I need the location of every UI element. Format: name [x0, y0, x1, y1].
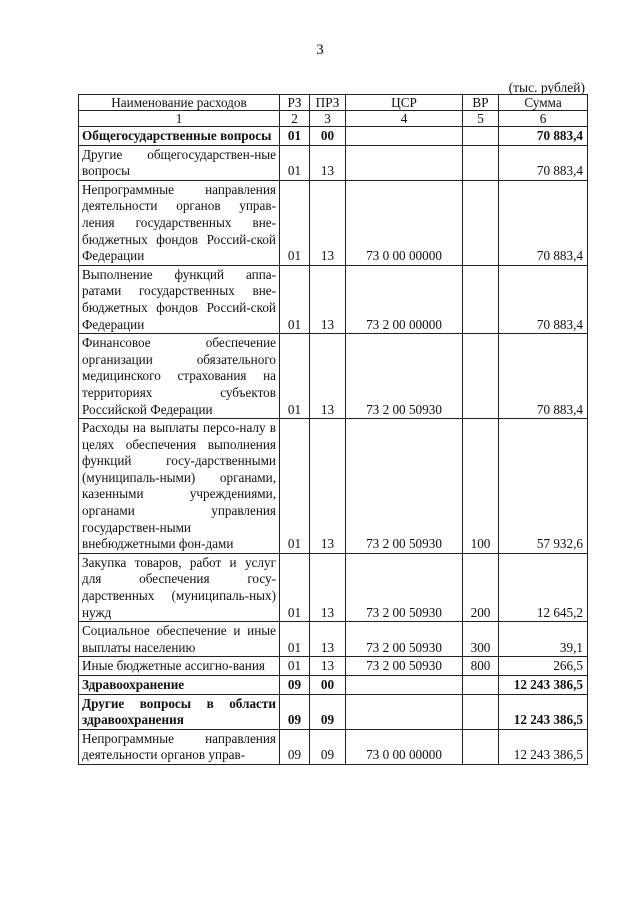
- column-number: 3: [310, 111, 346, 127]
- table-header-row: [79, 95, 588, 111]
- header-sum: Сумма: [499, 95, 588, 111]
- cell-rz: 01: [280, 657, 310, 676]
- cell-vr: 100: [463, 419, 499, 554]
- table-row: [79, 694, 588, 729]
- cell-csr: [346, 694, 463, 729]
- column-number-row: [79, 111, 588, 127]
- table-row: [79, 419, 588, 554]
- cell-csr: [346, 676, 463, 695]
- header-csr: ЦСР: [346, 95, 463, 111]
- cell-prz: 13: [310, 180, 346, 265]
- cell-csr: 73 2 00 50930: [346, 657, 463, 676]
- cell-csr: 73 2 00 50930: [346, 419, 463, 554]
- cell-prz: 13: [310, 657, 346, 676]
- cell-csr: [346, 145, 463, 180]
- cell-prz: 13: [310, 145, 346, 180]
- cell-prz: 09: [310, 729, 346, 764]
- cell-vr: [463, 729, 499, 764]
- cell-vr: [463, 145, 499, 180]
- cell-vr: 800: [463, 657, 499, 676]
- table-row: [79, 265, 588, 333]
- table-row: [79, 145, 588, 180]
- table-row: [79, 127, 588, 146]
- cell-vr: 200: [463, 553, 499, 621]
- cell-rz: 09: [280, 676, 310, 695]
- cell-name: Другие вопросы в области здравоохранения: [79, 694, 280, 729]
- cell-sum: 12 645,2: [499, 553, 588, 621]
- cell-prz: 13: [310, 419, 346, 554]
- cell-csr: 73 2 00 00000: [346, 265, 463, 333]
- table-row: [79, 729, 588, 764]
- cell-prz: 13: [310, 265, 346, 333]
- cell-sum: 12 243 386,5: [499, 729, 588, 764]
- cell-prz: 13: [310, 334, 346, 419]
- cell-prz: 09: [310, 694, 346, 729]
- cell-name: Финансовое обеспечение организации обязательного медицинского страхования на территориях субъектов Российской Федерации: [79, 334, 280, 419]
- cell-prz: 13: [310, 622, 346, 657]
- column-number: 4: [346, 111, 463, 127]
- cell-name: Другие общегосударствен-ные вопросы: [79, 145, 280, 180]
- cell-name: Общегосударственные вопросы: [79, 127, 280, 146]
- cell-sum: 70 883,4: [499, 127, 588, 146]
- cell-sum: 266,5: [499, 657, 588, 676]
- cell-sum: 57 932,6: [499, 419, 588, 554]
- cell-sum: 12 243 386,5: [499, 694, 588, 729]
- cell-csr: [346, 127, 463, 146]
- cell-name: Социальное обеспечение и иные выплаты населению: [79, 622, 280, 657]
- page-number: 3: [316, 42, 324, 58]
- cell-sum: 12 243 386,5: [499, 676, 588, 695]
- cell-name: Закупка товаров, работ и услуг для обеспечения госу-дарственных (муниципаль-ных) нужд: [79, 553, 280, 621]
- table-row: [79, 553, 588, 621]
- cell-rz: 01: [280, 419, 310, 554]
- cell-rz: 01: [280, 145, 310, 180]
- header-prz: ПРЗ: [310, 95, 346, 111]
- column-number: 5: [463, 111, 499, 127]
- cell-name: Иные бюджетные ассигно-вания: [79, 657, 280, 676]
- cell-vr: 300: [463, 622, 499, 657]
- cell-csr: 73 2 00 50930: [346, 334, 463, 419]
- cell-name: Выполнение функций аппа-ратами государственных вне-бюджетных фондов Россий-ской Федерации: [79, 265, 280, 333]
- cell-prz: 00: [310, 127, 346, 146]
- cell-rz: 01: [280, 334, 310, 419]
- cell-rz: 01: [280, 265, 310, 333]
- table-row: [79, 676, 588, 695]
- column-number: 2: [280, 111, 310, 127]
- cell-name: Расходы на выплаты персо-налу в целях обеспечения выполнения функций госу-дарственными (муниципаль-ными) органами, казенными учреждениями, органами управления государствен-ными внебюджетными фон-дами: [79, 419, 280, 554]
- expenditure-table: [78, 94, 588, 765]
- cell-vr: [463, 180, 499, 265]
- cell-csr: 73 2 00 50930: [346, 622, 463, 657]
- cell-rz: 01: [280, 622, 310, 657]
- header-rz: РЗ: [280, 95, 310, 111]
- cell-name: Непрограммные направления деятельности органов управ-ления государственных вне-бюджетных фондов Россий-ской Федерации: [79, 180, 280, 265]
- cell-prz: 00: [310, 676, 346, 695]
- cell-rz: 01: [280, 553, 310, 621]
- cell-csr: 73 0 00 00000: [346, 729, 463, 764]
- cell-rz: 01: [280, 180, 310, 265]
- cell-name: Непрограммные направления деятельности органов управ-: [79, 729, 280, 764]
- table-row: [79, 334, 588, 419]
- table-row: [79, 622, 588, 657]
- cell-rz: 09: [280, 694, 310, 729]
- cell-sum: 70 883,4: [499, 145, 588, 180]
- column-number: 6: [499, 111, 588, 127]
- cell-csr: 73 2 00 50930: [346, 553, 463, 621]
- table-row: [79, 180, 588, 265]
- cell-prz: 13: [310, 553, 346, 621]
- header-vr: ВР: [463, 95, 499, 111]
- cell-vr: [463, 676, 499, 695]
- cell-name: Здравоохранение: [79, 676, 280, 695]
- cell-rz: 01: [280, 127, 310, 146]
- column-number: 1: [79, 111, 280, 127]
- cell-vr: [463, 694, 499, 729]
- cell-sum: 70 883,4: [499, 265, 588, 333]
- cell-rz: 09: [280, 729, 310, 764]
- cell-sum: 70 883,4: [499, 180, 588, 265]
- header-name: Наименование расходов: [79, 95, 280, 111]
- cell-vr: [463, 334, 499, 419]
- cell-csr: 73 0 00 00000: [346, 180, 463, 265]
- table-row: [79, 657, 588, 676]
- cell-vr: [463, 265, 499, 333]
- cell-sum: 39,1: [499, 622, 588, 657]
- cell-vr: [463, 127, 499, 146]
- cell-sum: 70 883,4: [499, 334, 588, 419]
- units-note: (тыс. рублей): [508, 80, 585, 95]
